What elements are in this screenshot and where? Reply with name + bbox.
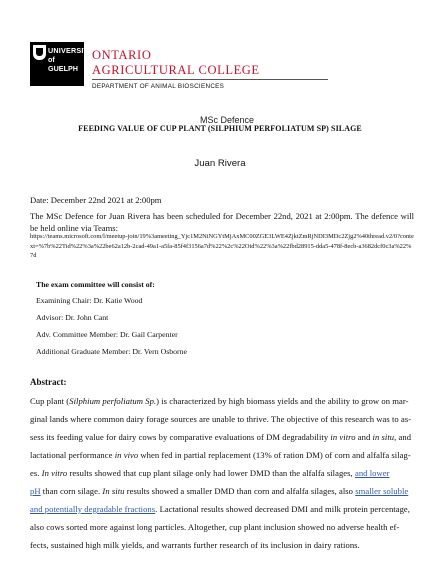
university-of-guelph-logo	[30, 42, 94, 86]
abstract-heading: Abstract:	[30, 377, 67, 387]
abstract-line: ginal lands where common dairy forage sources are unable to thrive. The objective of this research was to as-	[30, 414, 412, 424]
abstract-line: es. In vitro results showed that cup plant silage only had lower DMD than the alfalfa silages, and lower	[30, 468, 390, 478]
abstract-line: lactational performance in vivo when fed in partial replacement (13% of ration DM) of corn and alfalfa silag-	[30, 450, 411, 460]
committee-member: Examining Chair: Dr. Katie Wood	[36, 296, 143, 305]
abstract-line: and potentially degradable fractions. Lactational results showed decreased DMI and milk protein percentage,	[30, 504, 410, 514]
announcement-text: The MSc Defence for Juan Rivera has been scheduled for December 22nd, 2021 at 2:00pm. The defence will be held online via Teams:	[30, 211, 414, 233]
abstract-line: pH than corn silage. In situ results showed a smaller DMD than corn and alfalfa silages, also smaller soluble	[30, 486, 409, 496]
logo-text-line2: of GUELPH	[48, 55, 78, 73]
date-line: Date: December 22nd 2021 at 2:00pm	[30, 195, 162, 205]
logo-text-line1: UNIVERSITY	[48, 46, 94, 55]
event-type: MSc Defence	[200, 115, 255, 125]
committee-member: Additional Graduate Member: Dr. Vern Osborne	[36, 347, 187, 356]
highlight-link[interactable]: pH	[30, 486, 41, 496]
abstract-line: sess its feeding value for dairy cows by comparative evaluations of DM degradability in vitro and in situ, and	[30, 432, 412, 442]
committee-heading: The exam committee will consist of:	[36, 280, 155, 289]
header-divider	[92, 79, 328, 80]
college-name-line2: AGRICULTURAL COLLEGE	[92, 63, 260, 77]
abstract-line: Cup plant (Silphium perfoliatum Sp.) is characterized by high biomass yields and the ability to grow on mar-	[30, 396, 409, 406]
college-name	[92, 48, 332, 78]
committee-member: Adv. Committee Member: Dr. Gail Carpenter	[36, 330, 178, 339]
teams-meeting-link[interactable]: https://teams.microsoft.com/l/meetup-join/19%3ameeting_Yjc1M2NiNGYtMjAxMC00ZGE3LWE4ZjktZmRjNDI3MDc2Zjg2%40thread.v2/0?context=%7b%22Tid%22%3a%22be62a12b-2cad-49a1-a5fa-85f4f3156a7d%22%2c%22Oid%22%3a%22fbd28915-dda5-478f-8ecb-a3682dcf0c3a%22%7d	[30, 233, 414, 259]
document-title: FEEDING VALUE OF CUP PLANT (SILPHIUM PERFOLIATUM SP) SILAGE	[78, 124, 362, 133]
abstract-line: also cows sorted more against long particles. Altogether, cup plant inclusion showed no adverse health ef-	[30, 522, 400, 532]
abstract-line: fects, sustained high milk yields, and warrants further research of its inclusion in dairy rations.	[30, 540, 360, 550]
highlight-link[interactable]: and potentially degradable fractions	[30, 504, 156, 514]
highlight-link[interactable]: and lower	[354, 468, 390, 478]
committee-member: Advisor: Dr. John Cant	[36, 313, 109, 322]
department-name: DEPARTMENT OF ANIMAL BIOSCIENCES	[92, 81, 328, 93]
highlight-link[interactable]: smaller soluble	[355, 486, 409, 496]
college-name-line1: ONTARIO	[92, 48, 152, 62]
guelph-shield-icon	[33, 45, 46, 60]
presenter-name: Juan Rivera	[194, 158, 246, 169]
